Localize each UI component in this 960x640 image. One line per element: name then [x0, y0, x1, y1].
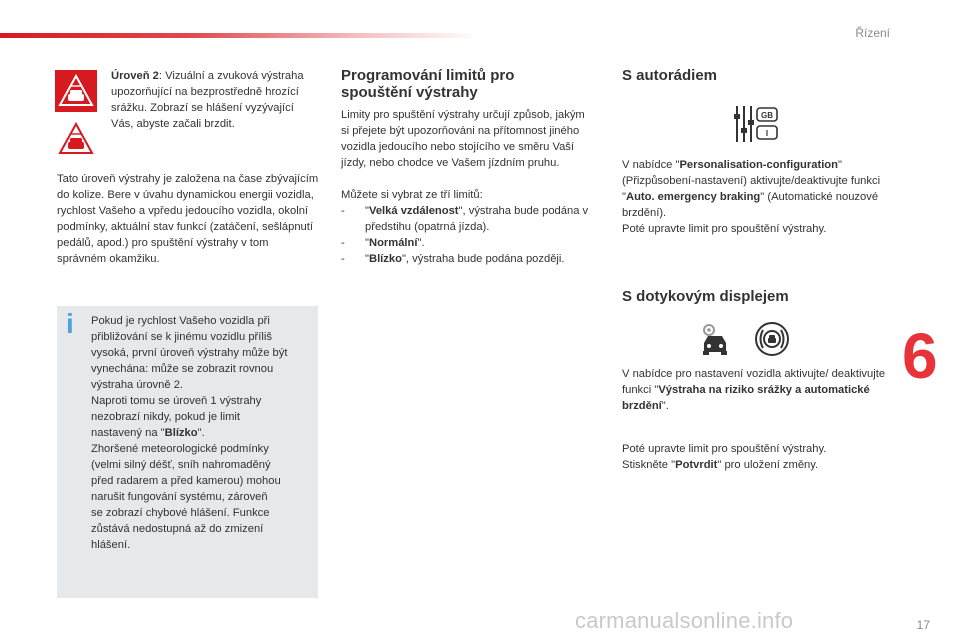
collision-warning-filled-icon — [55, 70, 97, 112]
header-accent-bar — [0, 33, 480, 38]
quote: " — [365, 253, 369, 265]
level2-description — [111, 68, 311, 132]
info-line: hlášení. — [91, 539, 131, 551]
level2-text: : Vizuální a zvuková výstraha upozorňující na bezprostředně hrozící srážku. Zobrazí se hlášení vyzývající Vás, abyste začali brzdit. — [111, 70, 304, 130]
threshold-intro: Limity pro spuštění výstrahy určují způsob, jakým si přejete být upozorňováni na přítomnost jiného vozidla jedoucího nebo stojícího ve směru Vaší jízdy, nebo chodce ve Vašem jízdním pruhu. — [341, 109, 585, 169]
info-line: Naproti tomu se úroveň 1 výstrahy — [91, 395, 262, 407]
touch-bold: Potvrdit — [675, 459, 718, 471]
timing-paragraph: Tato úroveň výstrahy je založena na čase zbývajícím do kolize. Bere v úvahu dynamickou energii vozidla, rychlost Vašeho a vpředu jedoucího vozidla, okolní podmínky, aktuální stav funkcí (zatáčení, sešlápnutí pedálů, apod.) pro spuštění výstrahy v tom správném okamžiku. — [57, 173, 319, 265]
option-rest: ". — [417, 237, 425, 249]
list-dash: - — [341, 253, 345, 265]
info-line-part: ". — [197, 427, 205, 439]
radio-heading: S autorádiem — [622, 67, 718, 84]
touch-after-line: Poté upravte limit pro spouštění výstrahy. — [622, 443, 827, 455]
radio-bold: Personalisation-configuration — [679, 159, 838, 171]
list-dash: - — [341, 205, 345, 217]
info-line: zůstává nedostupná až do zmizení — [91, 523, 264, 535]
quote: " — [365, 237, 369, 249]
info-line: nezobrazí nikdy, pokud je limit — [91, 411, 241, 423]
option-rest: ", výstraha bude podána později. — [401, 253, 565, 265]
heading-line: Programování limitů pro — [341, 67, 515, 84]
radio-text: " (Přizpůsobení-nastavení) aktivujte/deaktivujte funkci " — [622, 159, 881, 203]
radio-instructions — [622, 157, 887, 237]
info-line — [91, 425, 316, 441]
threshold-choose: Můžete si vybrat ze tří limitů: — [341, 189, 483, 201]
level2-label: Úroveň 2 — [111, 70, 159, 82]
option-text — [365, 203, 593, 235]
threshold-options — [341, 203, 593, 267]
option-bold: Blízko — [368, 253, 402, 265]
list-item — [341, 235, 593, 251]
list-item — [341, 203, 593, 235]
radio-text: " (Automatické nouzové brzdění). — [622, 191, 879, 219]
quote: " — [365, 205, 369, 217]
list-dash: - — [341, 237, 345, 249]
section-title: Řízení — [855, 26, 890, 40]
info-line: Zhoršené meteorologické podmínky — [91, 443, 269, 455]
info-line: (velmi silný déšť, sníh nahromaděný — [91, 459, 271, 471]
option-text — [365, 251, 565, 267]
radio-text: V nabídce " — [622, 159, 680, 171]
radio-text: Poté upravte limit pro spouštění výstrahy. — [622, 223, 827, 235]
info-label: I — [765, 129, 769, 138]
collision-warning-outline-icon — [55, 118, 97, 160]
collision-alert-icon — [754, 321, 790, 357]
info-line-part: nastavený na " — [91, 427, 165, 439]
info-line: narušit fungování systému, zároveň — [91, 491, 268, 503]
info-line: vynechána: může se zobrazit rovnou — [91, 363, 274, 375]
gb-label: GB — [761, 111, 773, 120]
touch-text: Stiskněte " — [622, 459, 676, 471]
info-line: se zobrazí chybové hlášení. Funkce — [91, 507, 270, 519]
info-line: Pokud je rychlost Vašeho vozidla při — [91, 315, 270, 327]
info-line-bold: Blízko — [164, 427, 198, 439]
option-bold: Normální — [368, 237, 418, 249]
watermark: carmanualsonline.info — [575, 608, 794, 633]
radio-bold: Auto. emergency braking — [625, 191, 761, 203]
touchscreen-heading: S dotykovým displejem — [622, 288, 789, 305]
heading-line: spouštění výstrahy — [341, 84, 478, 101]
info-line: výstraha úrovně 2. — [91, 379, 184, 391]
touch-text: " pro uložení změny. — [717, 459, 819, 471]
option-bold: Velká vzdálenost — [368, 205, 459, 217]
option-text — [365, 235, 425, 251]
info-line: vysoká, první úroveň výstrahy může být — [91, 347, 288, 359]
touch-text: V nabídce pro nastavení vozidla aktivujte/ deaktivujte funkci " — [622, 368, 886, 396]
info-icon: i — [66, 308, 74, 339]
info-line: před radarem a před kamerou) mohou — [91, 475, 281, 487]
info-line: přibližování se k jinému vozidlu příliš — [91, 331, 272, 343]
info-text — [91, 313, 316, 553]
touch-after-line — [622, 457, 887, 473]
touch-text: ". — [661, 400, 669, 412]
settings-sliders-icon — [733, 104, 781, 144]
touch-bold: Výstraha na riziko srážky a automatické brzdění — [622, 384, 870, 412]
threshold-heading — [341, 67, 601, 101]
page-number: 17 — [916, 618, 930, 632]
touchscreen-after — [622, 441, 887, 473]
list-item — [341, 251, 593, 267]
chapter-number: 6 — [902, 320, 938, 392]
vehicle-settings-icon — [699, 321, 731, 357]
option-rest: ", výstraha bude podána v předstihu (opatrná jízda). — [365, 205, 589, 233]
touchscreen-instructions — [622, 366, 887, 414]
